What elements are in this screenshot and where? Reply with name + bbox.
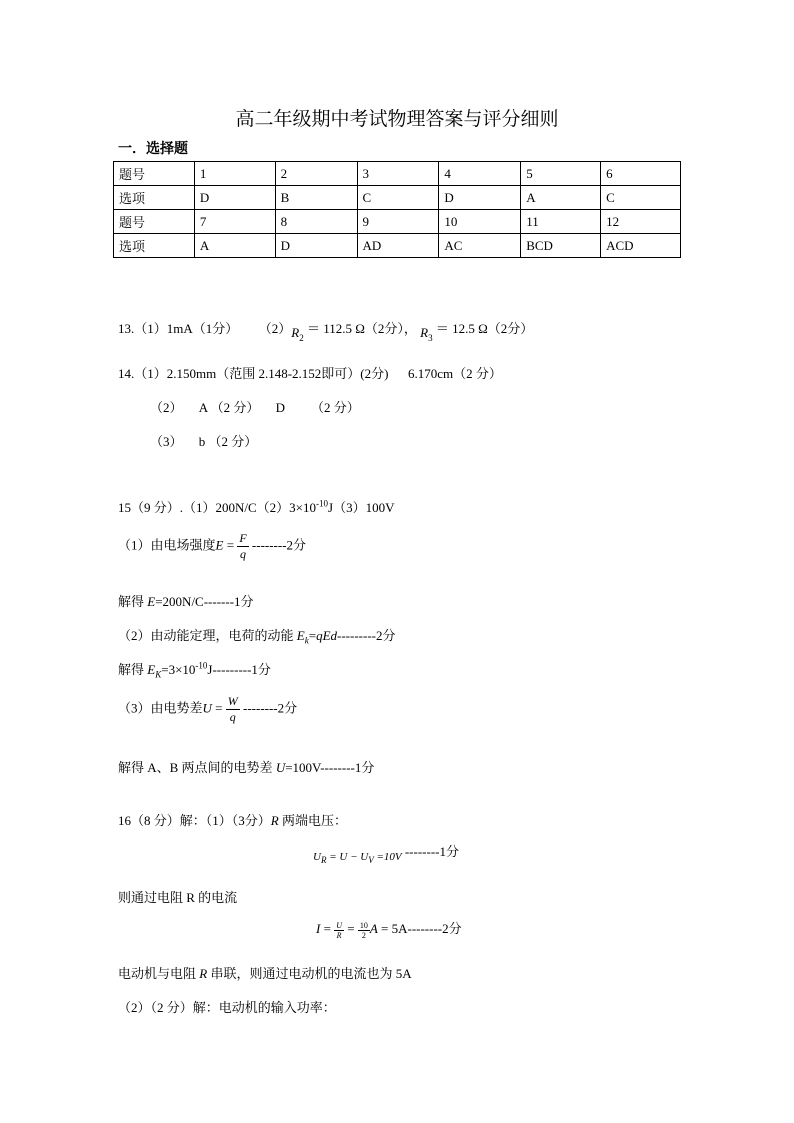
table-cell: C (357, 186, 439, 210)
table-cell: D (439, 186, 521, 210)
q16-line2: 则通过电阻 R 的电流 (118, 890, 238, 905)
q15-p3-lhs: U (202, 700, 212, 716)
q16-line3 (118, 963, 412, 982)
q14-line1: 14.（1）2.150mm（范围 2.148-2.152即可）(2分) 6.170cm（2 分） (118, 366, 502, 381)
q15-p1-den: q (239, 547, 246, 561)
table-cell: AD (357, 234, 439, 258)
q15-p2-d: ---------2分 (337, 628, 396, 643)
q15-s2-b: =3×10 (161, 662, 196, 677)
q16-line4: （2）（2 分）解：电动机的输入功率： (118, 1000, 336, 1015)
q15-p1-num: F (239, 531, 247, 545)
q14-line2: （2） A （2 分） D （2 分） (150, 400, 360, 415)
table-cell: 选项 (114, 234, 195, 258)
q15-p1-lhs: E (215, 537, 224, 553)
table-cell: 11 (521, 210, 601, 234)
q13-part2-prefix: （2） (258, 321, 292, 336)
q15-p2-c: qEd (316, 628, 338, 643)
q15-header-exp: -10 (316, 498, 329, 509)
q15-s1-a: 解得 (118, 594, 148, 609)
q15-p1-fraction (237, 531, 248, 562)
q15-p2-a: （2）由动能定理，电荷的动能 (118, 628, 297, 643)
q15-header-a: 15（9 分）.（1）200N/C（2）3×10 (118, 500, 317, 515)
q15-p1-eq: = (223, 537, 238, 553)
table-cell: 题号 (114, 210, 195, 234)
q15-solve2 (118, 659, 271, 680)
q15-p3-den: q (229, 710, 236, 724)
q15-s3-var: U (275, 760, 286, 775)
q16-eq2-frac2 (358, 921, 370, 940)
q13-r3-symbol: R (420, 325, 429, 340)
q16-eq2-c: = (343, 921, 358, 936)
q15-s2-sub: K (155, 669, 162, 680)
q16-eq2-frac1 (334, 921, 344, 940)
q16-header-var: R (270, 813, 279, 828)
q13-answer (118, 318, 534, 343)
table-cell: AC (439, 234, 521, 258)
table-row (114, 186, 681, 210)
q16-eq1-sub1: R (320, 855, 327, 866)
q15-part1 (118, 531, 306, 562)
table-cell: D (275, 234, 357, 258)
table-cell: 5 (521, 162, 601, 186)
q16-header-b: 两端电压： (278, 813, 347, 828)
table-cell: 7 (194, 210, 275, 234)
q16-eq2-a: I (316, 921, 321, 936)
q13-part1: 13.（1）1mA（1分） (118, 321, 239, 336)
q15-header (118, 497, 394, 516)
q15-part2 (118, 625, 395, 646)
q15-s3-a: 解得 A、B 两点间的电势差 (118, 760, 276, 775)
q16-eq1-score: --------1分 (401, 844, 459, 859)
table-cell: 1 (194, 162, 275, 186)
q16-eq1-sub2: V (368, 855, 374, 866)
table-cell: 10 (439, 210, 521, 234)
table-cell: 4 (439, 162, 521, 186)
q15-s2-c: J---------1分 (207, 662, 271, 677)
table-row (114, 234, 681, 258)
q16-eq1-b: = U − U (326, 851, 369, 863)
q15-p3-text: （3）由电势差 (118, 700, 203, 716)
table-cell: A (521, 186, 601, 210)
table-cell: 6 (601, 162, 681, 186)
section-heading-choice: 一．选择题 (118, 141, 188, 157)
table-cell: B (275, 186, 357, 210)
q15-p2-sub: k (304, 635, 309, 646)
table-cell: 选项 (114, 186, 195, 210)
q16-eq1-a: U (313, 851, 321, 863)
q16-eq2-d: A (369, 921, 378, 936)
q16-eq1-c: =10V (373, 851, 402, 863)
q15-header-b: J（3）100V (328, 500, 395, 515)
q16-header (118, 810, 347, 829)
q15-s2-var: E (147, 662, 156, 677)
table-cell: A (194, 234, 275, 258)
q16-line3-a: 电动机与电阻 (118, 966, 200, 981)
q15-s3-b: =100V--------1分 (285, 760, 375, 775)
q13-r2-sub: 2 (299, 332, 304, 343)
q15-p3-num: W (227, 694, 238, 708)
table-cell: 题号 (114, 162, 195, 186)
table-row (114, 162, 681, 186)
table-cell: ACD (601, 234, 681, 258)
q15-part3 (118, 694, 297, 725)
q16-header-a: 16（8 分）解：（1）（3分） (118, 813, 271, 828)
q16-eq2-f2-den: 2 (361, 930, 366, 940)
q14-line3: （3） b （2 分） (150, 434, 258, 449)
q15-p1-text: （1）由电场强度 (118, 537, 216, 553)
q16-eq2-f2-num: 10 (359, 920, 368, 930)
q16-line3-var: R (199, 966, 208, 981)
q15-s2-a: 解得 (118, 662, 148, 677)
q16-eq2-b: = (320, 921, 335, 936)
q16-eq2-f1-num: U (336, 920, 342, 930)
q13-r3-sub: 3 (428, 332, 433, 343)
q15-p3-fraction (226, 694, 240, 725)
q13-r2-value: ＝ 112.5 Ω（2分）， (306, 321, 417, 336)
q16-line3-b: 串联，则通过电动机的电流也为 5A (207, 966, 412, 981)
q15-s2-exp: -10 (195, 660, 208, 671)
table-cell: 12 (601, 210, 681, 234)
q15-p3-eq: = (211, 700, 226, 716)
q13-r3-value: ＝ 12.5 Ω（2分） (435, 321, 534, 336)
table-cell: 2 (275, 162, 357, 186)
page-title: 高二年级期中考试物理答案与评分细则 (235, 108, 559, 130)
table-cell: 9 (357, 210, 439, 234)
q15-solve1 (118, 591, 254, 610)
table-cell: 8 (275, 210, 357, 234)
table-cell: C (601, 186, 681, 210)
table-row (114, 210, 681, 234)
q15-p2-b: = (308, 628, 317, 643)
q16-equation-ur (313, 845, 459, 865)
q15-s1-b: =200N/C-------1分 (155, 594, 254, 609)
table-cell: D (194, 186, 275, 210)
answer-table (113, 161, 681, 258)
q15-p3-score: --------2分 (239, 700, 298, 716)
q15-p1-score: --------2分 (248, 537, 307, 553)
q16-eq2-e: = 5A--------2分 (377, 921, 462, 936)
q15-s1-var: E (147, 594, 156, 609)
table-cell: BCD (521, 234, 601, 258)
table-cell: 3 (357, 162, 439, 186)
q16-equation-current (316, 918, 462, 940)
q16-eq2-f1-den: R (336, 930, 342, 940)
q13-r2-symbol: R (291, 325, 300, 340)
q15-p2-var: E (296, 628, 305, 643)
q15-solve3 (118, 757, 374, 776)
